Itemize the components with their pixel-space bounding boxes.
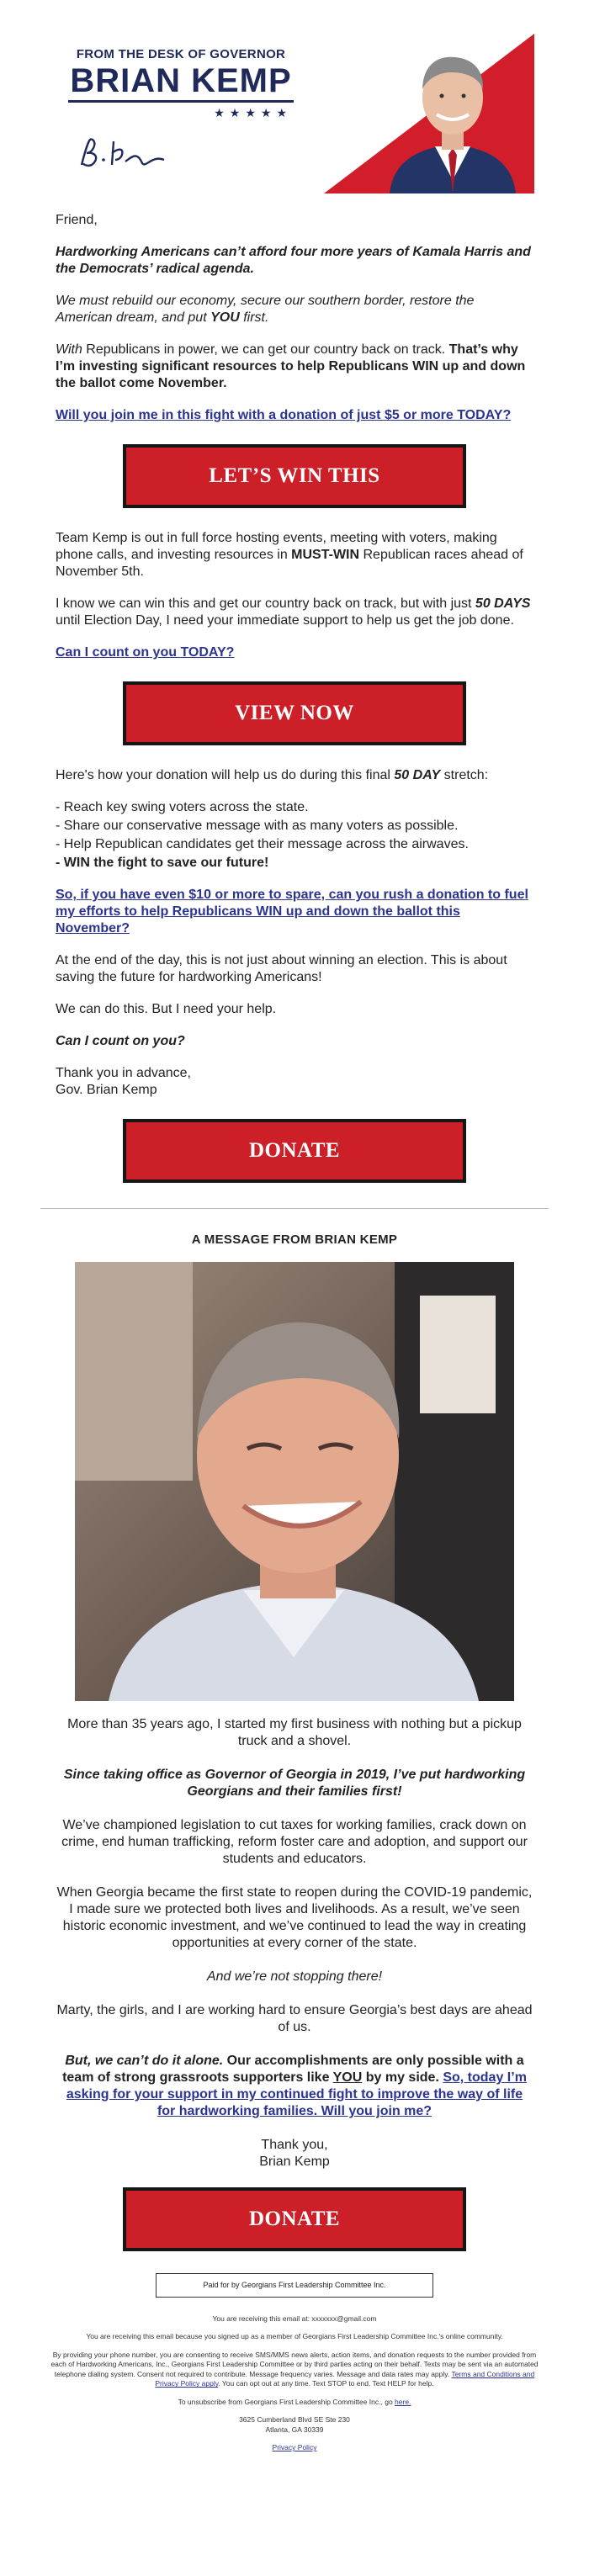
text-emphasis: by my side. (362, 2070, 443, 2085)
paragraph-donation-help (56, 767, 533, 784)
footer-unsubscribe (46, 2398, 543, 2407)
terms-link[interactable]: Terms and Conditions and Privacy Policy apply (155, 2369, 535, 2388)
header-from-line: FROM THE DESK OF GOVERNOR (76, 47, 286, 61)
text: . You can opt out at any time. Text STOP to end. Text HELP for help. (218, 2379, 434, 2388)
list-item: - Help Republican candidates get their message across the airwaves. (56, 837, 469, 851)
text-emphasis: 50 DAYS (475, 596, 531, 611)
text: I know we can win this and get our country back on track, but with just (56, 596, 475, 611)
text: Thank you, (261, 2137, 328, 2152)
header-rule (68, 100, 294, 103)
count-on-you-link[interactable]: Can I count on you TODAY? (56, 645, 235, 660)
sign-off (56, 1065, 533, 1099)
donation-bullets (56, 799, 533, 872)
stars-icon: ★★★★★ (214, 105, 292, 119)
greeting: Friend, (56, 213, 98, 227)
message-paragraph: Since taking office as Governor of Georgia in 2019, I’ve put hardworking Georgians and their families first! (63, 1767, 526, 1799)
list-item: - Share our conservative message with as many voters as possible. (56, 819, 459, 833)
paid-for-box: Paid for by Georgians First Leadership Committee Inc. (156, 2273, 433, 2298)
paragraph-team-kemp (56, 530, 533, 580)
message-paragraph: We’ve championed legislation to cut taxes for working families, crack down on crime, end human trafficking, reform foster care and adoption, and support our students and educators. (61, 1817, 528, 1866)
support-link[interactable]: So, today I’m asking for your support in my continued fight to improve the way of life for hardworking families. Will you join me? (66, 2070, 527, 2118)
paragraph-50-days (56, 596, 533, 629)
text: We must rebuild our economy, secure our southern border, restore the American dream, and put (56, 294, 475, 325)
text-emphasis: YOU (332, 2070, 363, 2085)
intro-headline: Hardworking Americans can’t afford four more years of Kamala Harris and the Democrats’ radical agenda. (56, 245, 531, 276)
text: Brian Kemp (259, 2154, 330, 2169)
message-paragraph: And we’re not stopping there! (206, 1969, 383, 1984)
paragraph-end-of-day: At the end of the day, this is not just about winning an election. This is about saving the future for hardworking Americans! (56, 953, 507, 984)
message-body (56, 1716, 533, 2171)
message-paragraph-ask (56, 2053, 533, 2120)
message-heading: A MESSAGE FROM BRIAN KEMP (191, 1232, 398, 1247)
text: Here's how your donation will help us do during this final (56, 768, 395, 782)
donate-button-top[interactable]: DONATE (123, 1119, 466, 1183)
text: With (56, 342, 82, 357)
header-name: BRIAN KEMP (70, 61, 292, 99)
text: first. (239, 310, 269, 325)
donate-button-bottom[interactable]: DONATE (123, 2187, 466, 2251)
text-emphasis: But, we can’t do it alone. (65, 2053, 224, 2068)
text: By providing your phone number, you are consenting to receive SMS/MMS news alerts, action items, and donation requests to the number provided from each of Hardworking Americans, Inc., Georgians First Leadership Committee or by third parties acting on their behalf. Texts may be sent via an automated telephone dialing system. Consent not required to contribute. Message frequency varies. Message and data rates may apply. (50, 2350, 539, 2378)
message-paragraph: When Georgia became the first state to reopen during the COVID-19 pandemic, I made sure we protected both lives and livelihoods. As a result, we’ve seen historic economic investment, and we’ve continued to lead the way in creating opportunities at every corner of the state. (56, 1884, 533, 1950)
governor-photo-icon (75, 1262, 514, 1701)
governor-portrait-icon (381, 37, 524, 193)
text: until Election Day, I need your immediate support to help us get the job done. (56, 613, 514, 628)
text-emphasis: 50 DAY (394, 768, 441, 782)
list-item: - WIN the fight to save our future! (56, 856, 269, 870)
footer-address (46, 2415, 543, 2435)
paragraph-we-can: We can do this. But I need your help. (56, 1002, 277, 1016)
unsubscribe-link[interactable]: here. (395, 2397, 411, 2406)
header-text (55, 47, 307, 120)
text-emphasis: MUST-WIN (291, 548, 360, 562)
lets-win-this-button[interactable]: LET’S WIN THIS (123, 444, 466, 508)
message-sign-off (56, 2137, 533, 2171)
text: To unsubscribe from Georgians First Leadership Committee Inc., go (178, 2397, 395, 2406)
donate-link-5[interactable]: Will you join me in this fight with a donation of just $5 or more TODAY? (56, 408, 512, 422)
paragraph-rebuild (56, 293, 533, 326)
text: stretch: (440, 768, 489, 782)
footer (46, 2314, 543, 2453)
text: Thank you in advance, (56, 1066, 191, 1080)
paragraph-republicans (56, 342, 533, 392)
text: Gov. Brian Kemp (56, 1083, 157, 1097)
footer-email: You are receiving this email at: xxxxxxx@gmail.com (212, 2314, 377, 2323)
footer-reason: You are receiving this email because you signed up as a member of Georgians First Leadership Committee Inc.'s online community. (86, 2332, 503, 2341)
message-paragraph: Marty, the girls, and I are working hard to ensure Georgia’s best days are ahead of us. (56, 2002, 533, 2034)
header-banner (55, 34, 534, 193)
section-divider (40, 1208, 549, 1209)
text-emphasis: That’s why I’m investing significant resources to help Republicans WIN up and down the ballot come November. (56, 342, 526, 390)
text: Republican races ahead of November 5th. (56, 548, 523, 579)
letter-body (56, 212, 533, 1183)
text-emphasis: YOU (210, 310, 240, 325)
text: 3625 Cumberland Blvd SE Ste 230 (239, 2415, 350, 2425)
privacy-policy-link[interactable]: Privacy Policy (272, 2443, 317, 2452)
text: Atlanta, GA 30339 (265, 2425, 324, 2434)
text: Team Kemp is out in full force hosting events, meeting with voters, making phone calls, and investing resources in (56, 531, 497, 562)
text-emphasis: Our accomplishments are only possible with a team of strong grassroots supporters like (62, 2053, 524, 2085)
footer-sms (46, 2351, 543, 2389)
view-now-button[interactable]: VIEW NOW (123, 681, 466, 745)
paragraph-count-on-you: Can I count on you? (56, 1034, 185, 1048)
list-item: - Reach key swing voters across the state. (56, 800, 309, 814)
signature-logo (77, 135, 169, 180)
donate-link-10[interactable]: So, if you have even $10 or more to spare, can you rush a donation to fuel my efforts to help Republicans WIN up and down the ballot this November? (56, 888, 528, 936)
message-paragraph: More than 35 years ago, I started my first business with nothing but a pickup truck and a shovel. (67, 1716, 522, 1748)
text: Republicans in power, we can get our country back on track. (82, 342, 449, 357)
